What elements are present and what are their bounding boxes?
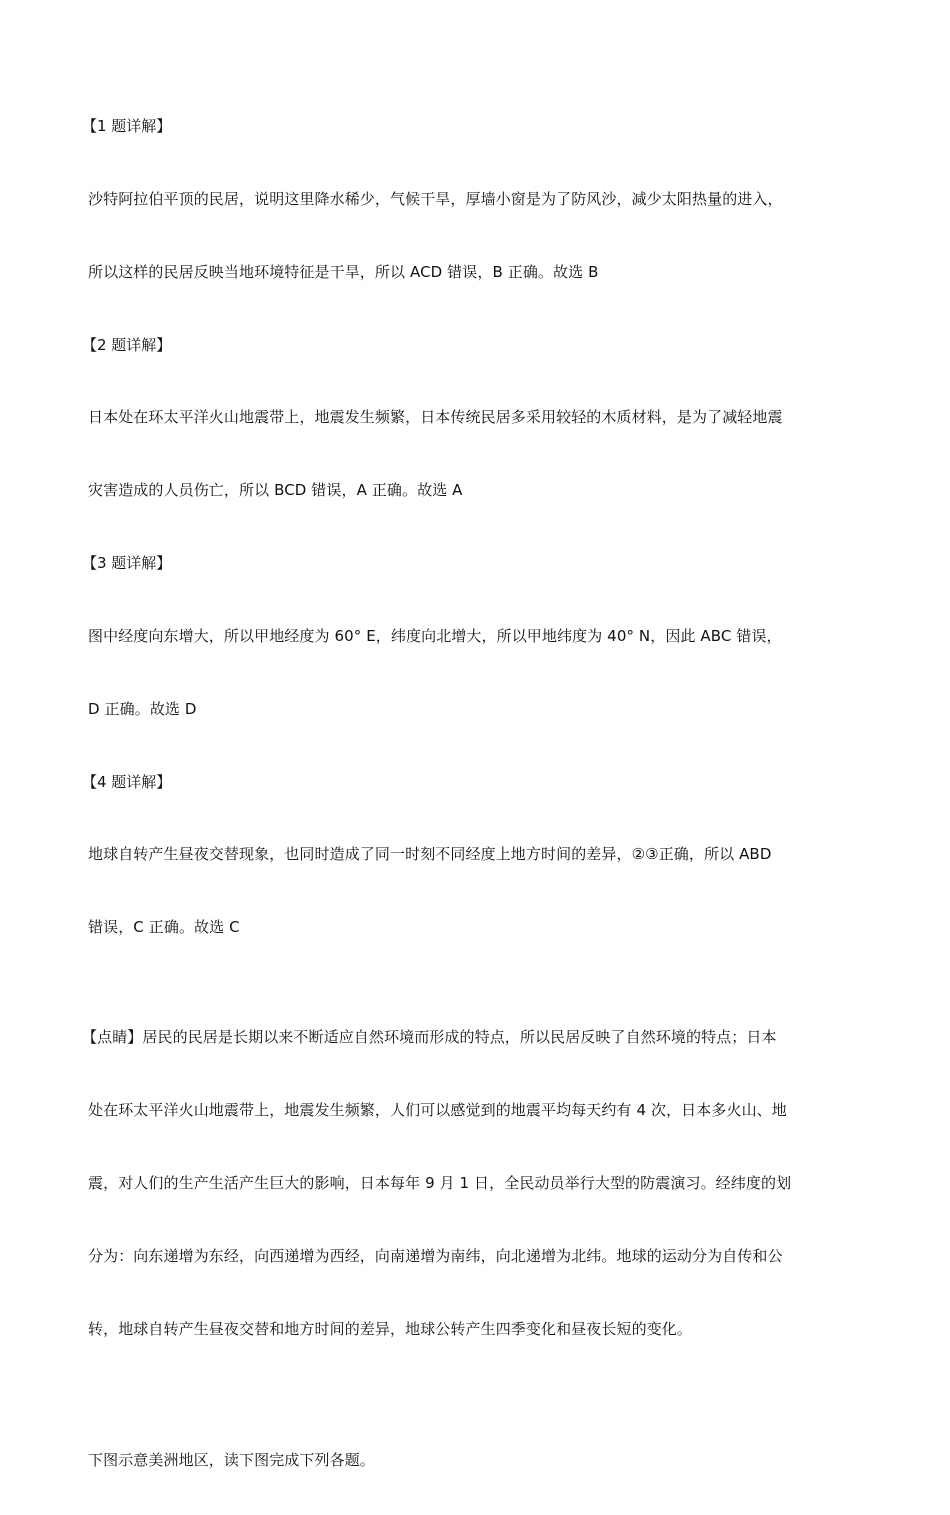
body-line: 错误，C 正确。故选 C	[88, 909, 878, 946]
tip-line: 转，地球自转产生昼夜交替和地方时间的差异，地球公转产生四季变化和昼夜长短的变化。	[88, 1311, 878, 1348]
body-line: 沙特阿拉伯平顶的民居，说明这里降水稀少，气候干旱，厚墙小窗是为了防风沙，减少太阳热量的进入，	[88, 181, 878, 218]
tip-line: 处在环太平洋火山地震带上，地震发生频繁，人们可以感觉到的地震平均每天约有 4 次，日本多火山、地	[88, 1092, 878, 1129]
section-heading-q1: 【1 题详解】	[82, 108, 878, 144]
paragraph-spacer	[88, 1384, 878, 1406]
body-line: 日本处在环太平洋火山地震带上，地震发生频繁，日本传统民居多采用较轻的木质材料，是为了减轻地震	[88, 399, 878, 436]
body-line: 灾害造成的人员伤亡，所以 BCD 错误，A 正确。故选 A	[88, 472, 878, 509]
body-line: D 正确。故选 D	[88, 691, 878, 728]
section-heading-q4: 【4 题详解】	[82, 764, 878, 800]
next-question-text: 下图示意美洲地区，读下图完成下列各题。	[88, 1442, 878, 1479]
tip-label: 【点睛】	[82, 1028, 142, 1046]
section-body-q4	[88, 800, 878, 983]
tip-paragraph	[88, 982, 878, 1384]
tip-first-line	[88, 1019, 878, 1056]
tip-line: 震，对人们的生产生活产生巨大的影响，日本每年 9 月 1 日，全民动员举行大型的防震演习。经纬度的划	[88, 1165, 878, 1202]
section-body-q3	[88, 581, 878, 764]
body-line: 图中经度向东增大，所以甲地经度为 60° E，纬度向北增大，所以甲地纬度为 40° N，因此 ABC 错误，	[88, 618, 878, 655]
tip-line: 分为：向东递增为东经，向西递增为西经，向南递增为南纬，向北递增为北纬。地球的运动分为自传和公	[88, 1238, 878, 1275]
section-heading-q3: 【3 题详解】	[82, 545, 878, 581]
section-heading-q2: 【2 题详解】	[82, 327, 878, 363]
body-line: 地球自转产生昼夜交替现象，也同时造成了同一时刻不同经度上地方时间的差异，②③正确，所以 ABD	[88, 836, 878, 873]
document-page	[88, 108, 878, 1515]
section-body-q2	[88, 363, 878, 546]
tip-first-line-text: 居民的民居是长期以来不断适应自然环境而形成的特点，所以民居反映了自然环境的特点；日本	[142, 1028, 776, 1046]
next-question-intro	[88, 1406, 878, 1515]
body-line: 所以这样的民居反映当地环境特征是干旱，所以 ACD 错误，B 正确。故选 B	[88, 254, 878, 291]
section-body-q1	[88, 144, 878, 327]
